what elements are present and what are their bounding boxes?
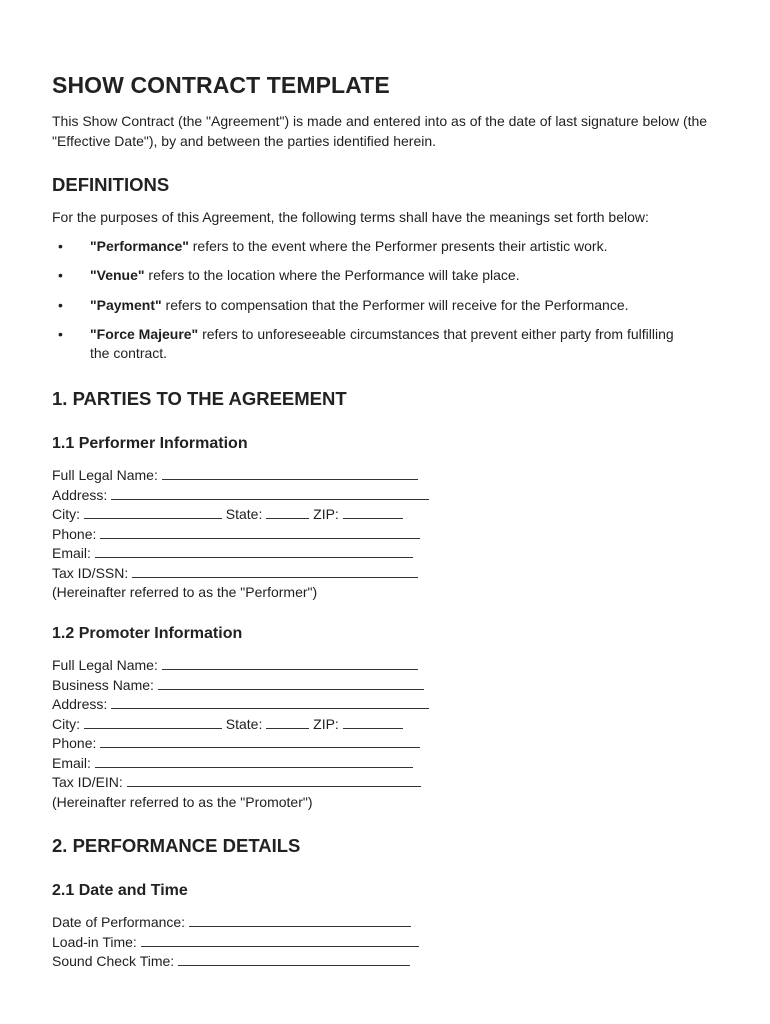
section-1-heading: 1. PARTIES TO THE AGREEMENT (52, 388, 347, 409)
list-item (52, 296, 732, 316)
bullet-icon: • (58, 238, 63, 254)
performer-info-heading: 1.1 Performer Information (52, 435, 248, 452)
definition-term: "Payment" (90, 296, 162, 313)
blank-line (127, 774, 421, 787)
definition-term: "Venue" (90, 267, 145, 284)
definitions-list (52, 237, 732, 374)
blank-line (343, 716, 403, 729)
definition-term: "Force Majeure" (90, 325, 199, 342)
blank-line (178, 953, 410, 966)
blank-line (95, 545, 413, 558)
definition-text: refers to the location where the Performance will take place. (144, 267, 520, 284)
definition-text: refers to the event where the Performer presents their artistic work. (188, 238, 608, 254)
blank-line (100, 735, 420, 748)
blank-line (266, 716, 309, 729)
promoter-phone-field[interactable]: Phone: (52, 734, 429, 754)
promoter-tax-field[interactable]: Tax ID/EIN: (52, 773, 429, 793)
blank-line (84, 716, 222, 729)
list-item (52, 325, 690, 364)
blank-line (100, 526, 420, 539)
performer-city-state-zip-field[interactable]: City: State: ZIP: (52, 505, 429, 525)
promoter-business-field[interactable]: Business Name: (52, 676, 429, 696)
sound-check-time-field[interactable]: Sound Check Time: (52, 952, 419, 972)
performer-tax-field[interactable]: Tax ID/SSN: (52, 564, 429, 584)
promoter-city-state-zip-field[interactable]: City: State: ZIP: (52, 715, 429, 735)
blank-line (141, 934, 419, 947)
definition-text: refers to compensation that the Performer will receive for the Performance. (161, 296, 629, 313)
promoter-name-field[interactable]: Full Legal Name: (52, 656, 429, 676)
performer-email-field[interactable]: Email: (52, 544, 429, 564)
blank-line (266, 506, 309, 519)
document-title: SHOW CONTRACT TEMPLATE (52, 72, 390, 98)
blank-line (162, 467, 418, 480)
performer-phone-field[interactable]: Phone: (52, 525, 429, 545)
blank-line (132, 565, 418, 578)
blank-line (111, 487, 429, 500)
list-item (52, 266, 732, 286)
definitions-lead: For the purposes of this Agreement, the following terms shall have the meanings set forth below: (52, 209, 649, 225)
performer-fields (52, 466, 429, 603)
date-time-heading: 2.1 Date and Time (52, 882, 188, 899)
promoter-address-field[interactable]: Address: (52, 695, 429, 715)
definitions-heading: DEFINITIONS (52, 174, 170, 195)
blank-line (162, 657, 418, 670)
list-item (52, 237, 732, 257)
promoter-note: (Hereinafter referred to as the "Promoter") (52, 793, 313, 810)
blank-line (111, 696, 429, 709)
performer-note: (Hereinafter referred to as the "Performer") (52, 584, 318, 600)
date-time-fields (52, 913, 419, 972)
blank-line (343, 506, 403, 519)
section-2-heading: 2. PERFORMANCE DETAILS (52, 835, 301, 856)
promoter-fields (52, 656, 429, 812)
performance-date-field[interactable]: Date of Performance: (52, 913, 419, 933)
performer-name-field[interactable]: Full Legal Name: (52, 466, 429, 486)
bullet-icon: • (58, 325, 63, 342)
promoter-email-field[interactable]: Email: (52, 754, 429, 774)
blank-line (189, 914, 411, 927)
promoter-info-heading: 1.2 Promoter Information (52, 625, 243, 642)
performer-address-field[interactable]: Address: (52, 486, 429, 506)
definition-term: "Performance" (90, 238, 189, 254)
blank-line (95, 755, 413, 768)
bullet-icon: • (58, 296, 63, 313)
intro-paragraph: This Show Contract (the "Agreement") is made and entered into as of the date of last signature below (the "Effective Date"), by and between the parties identified herein. (52, 113, 708, 149)
blank-line (84, 506, 222, 519)
definition-text: refers to unforeseeable circumstances that prevent either party from fulfilling the contract. (90, 325, 674, 362)
bullet-icon: • (58, 267, 63, 284)
load-in-time-field[interactable]: Load-in Time: (52, 933, 419, 953)
blank-line (158, 677, 424, 690)
